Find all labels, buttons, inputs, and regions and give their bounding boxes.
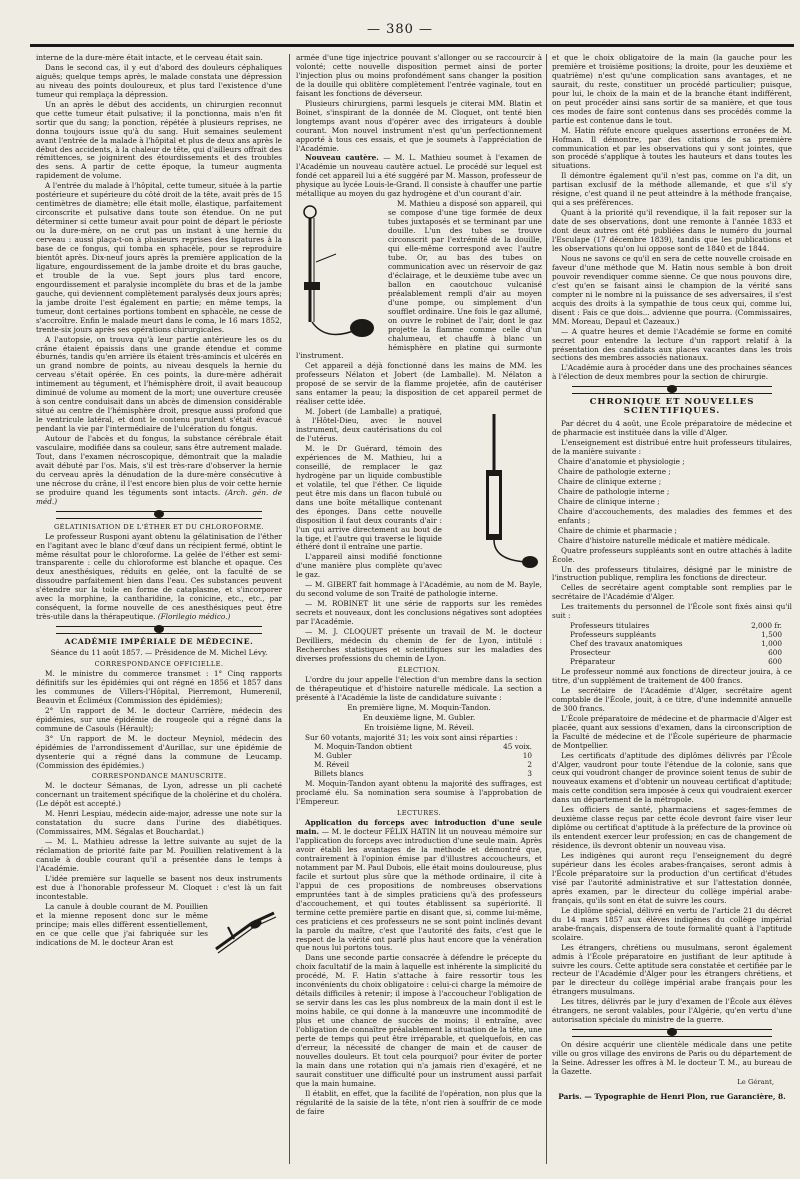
column-right	[552, 54, 792, 1172]
chronicle-banner: CHRONIQUE ET NOUVELLES SCIENTIFIQUES.	[589, 397, 755, 417]
paragraph: A l'autopsie, on trouva qu'à leur partie antérieure les os du crâne étaient épaissis dans une grande étendue et comme éburnés, tandis qu'en arrière ils étaient très-amincis et ulcérés en un grand nombre de points, au niveau desquels la hernie du cerveau s'était opérée. En ces points, la dure-mère adhérait intimement au tégument, et l'hémisphère droit, il avait beaucoup diminué de volume au moment de la mort; une ouverture creusée à son centre conduisait dans un abcès de dimension considérable situé au centre de l'hémisphère droit, presque aussi profond que le ventricule latéral, et dont le contenu purulent s'était évacué pendant la vie par l'intermédiaire de l'ulcération du fongus.	[36, 334, 282, 434]
list-item: Chaire d'anatomie et physiologie ;	[558, 457, 685, 467]
vote-name: M. Moquin-Tandon obtient	[314, 742, 413, 752]
paragraph: Dans le second cas, il y eut d'abord des douleurs céphaliques aiguës; quelque temps après, le malade constata une dépression au niveau des points douloureux, et plus tard l'existence d'une tumeur qui remplaça la dépression.	[36, 62, 282, 99]
paragraph: et que le choix obligatoire de la main (la gauche pour les première et troisième positions; la droite, pour les deuxième et quatrième) n'est qu'une complication sans avantages, et ne saurait, du reste, constituer un procédé particulier; puisque, pour lui, le choix de la main et de la branche étant indifférent, on peut procéder ainsi sans sortir de sa manière, et que tous ces modes de faire sont contenus dans ses procédés comme la partie est contenue dans le tout.	[552, 54, 792, 125]
lead-in: Application du forceps avec introduction d'une seule main.	[296, 818, 542, 837]
salary-name: Chef des travaux anatomiques	[570, 639, 683, 649]
paragraph: Quatre professeurs suppléants sont en outre attachés à ladite École.	[552, 545, 792, 564]
paragraph: — M. GIBERT fait hommage à l'Académie, au nom de M. Bayle, du second volume de son Traité de pathologie interne.	[296, 580, 542, 599]
paragraph: L'Académie aura à procéder dans une des prochaines séances à l'élection de deux membres pour la section de chirurgie.	[552, 363, 792, 382]
vote-count: 3	[527, 769, 532, 779]
section-ornament	[572, 386, 772, 394]
lead-in: Nouveau cautère.	[305, 153, 379, 163]
paragraph: Un an après le début des accidents, un chirurgien reconnut que cette tumeur était pulsative; il la ponctionna, mais n'en fit sortir que du sang; la ponction, répétée à plusieurs reprises, ne donna toujours issue qu'à du sang. Huit semaines seulement avant l'entrée de la malade à l'hôpital et plus de deux ans après le début des accidents, à la chaleur de tête, qui d'ailleurs offrait des rémittences, se joignirent des étourdissements et des troubles des sens. A partir de cette époque, la tumeur augmenta rapidement de volume.	[36, 99, 282, 181]
paragraph: Le secrétaire de l'Académie d'Alger, secrétaire agent comptable de l'École, jouit, à ce titre, d'une indemnité annuelle de 300 francs.	[552, 685, 792, 713]
salary-value: 600	[768, 648, 782, 658]
printer-imprint: Paris. — Typographie de Henri Plon, rue Garancière, 8.	[558, 1091, 786, 1101]
salary-name: Préparateur	[570, 657, 616, 667]
vote-count: 10	[522, 751, 532, 761]
vote-name: Billets blancs	[314, 769, 364, 779]
list-item: Chaire d'accouchements, des maladies des femmes et des enfants ;	[558, 506, 792, 525]
subheading: CORRESPONDANCE MANUSCRITE.	[91, 772, 227, 781]
salary-name: Professeurs suppléants	[570, 630, 657, 640]
section-ornament	[572, 1029, 772, 1037]
paragraph: M. Jobert (de Lamballe) a pratiqué, à l'Hôtel-Dieu, avec le nouvel instrument, deux cautérisations du col de l'utérus.	[296, 407, 442, 444]
classified-ad: On désire acquérir une clientèle médicale dans une petite ville ou gros village des environs de Paris ou du département de la Seine. Adresser les offres à M. le docteur T. M., au bureau de la Gazette.	[552, 1040, 792, 1077]
salary-row	[570, 658, 792, 667]
list-item: Chaire de chimie et pharmacie ;	[558, 525, 677, 535]
paragraph: Les certificats d'aptitude des diplômes délivrés par l'École d'Alger, vaudront pour toute l'étendue de la colonie, sans que ceux qui voudront changer de province soient tenus de subir de nouveaux examens et d'obtenir un nouveau certificat d'aptitude; mais cette condition sera imposée à ceux qui voudraient exercer dans un département de la métropole.	[552, 750, 792, 805]
salary-value: 1,000	[761, 639, 782, 649]
list-item: Chaire de pathologie interne ;	[558, 486, 670, 496]
paragraph: Il établit, en effet, que la facilité de l'opération, non plus que la régularité de la saisie de la tête, n'ont rien à souffrir de ce mode de faire	[296, 1088, 542, 1116]
paragraph: Le diplôme spécial, délivré en vertu de l'article 21 du décret du 14 mars 1857 aux élèves indigènes du collège impérial arabe-français, dispensera de toute formalité quant à l'aptitude scolaire.	[552, 905, 792, 942]
paragraph: M. le ministre du commerce transmet : 1° Cinq rapports définitifs sur les épidémies qui ont régné en 1856 et 1857 dans les communes de Villers-l'Hôpital, Pierremont, Humerenil, Beauvin et Écliméux (Commission des épidémies);	[36, 669, 282, 705]
paragraph: interne de la dure-mère était intacte, et le cerveau était sain.	[36, 54, 263, 62]
column-divider	[289, 54, 290, 1164]
subheading: ÉLECTION.	[397, 665, 441, 674]
paragraph	[36, 533, 282, 623]
vote-name: M. Gubler	[314, 751, 352, 761]
column-divider	[546, 54, 547, 1164]
paragraph: Cet appareil a déjà fonctionné dans les mains de MM. les professeurs Nélaton et Jobert (de Lamballe). M. Nélaton a proposé de se servir de la flamme projetée, afin de cautériser sans entamer la peau; la disposition de cet appareil permet de réaliser cette idée.	[296, 361, 542, 407]
section-heading: GÉLATINISATION DE L'ÉTHER ET DU CHLOROFORME.	[53, 522, 265, 531]
column-left	[36, 54, 282, 1172]
paragraph	[296, 819, 542, 953]
paragraph: L'idée première sur laquelle se basent nos deux instruments est due à l'honorable professeur M. Cloquet : c'est là un fait incontestable.	[36, 873, 282, 901]
source-citation: (Florilegio médico.)	[157, 612, 231, 622]
paragraph: Quant à la priorité qu'il revendique, il la fait reposer sur la date de ses observations, dont une remonte à l'année 1833 et dont deux autres ont été publiées dans le numéro du journal l'Esculape (17 décembre 1839), tandis que les publications et les observations qu'on lui oppose sont de 1840 et de 1844.	[552, 208, 792, 254]
paragraph: A l'entrée du malade à l'hôpital, cette tumeur, située à la partie postérieure et supérieure du côté droit de la tête, avait près de 15 centimètres de diamètre; elle était molle, élastique, parfaitement circonscrite et pulsative dans toute son étendue. On ne put déterminer si cette tumeur avait pour point de départ le périoste ou la dure-mère, on ne crut pas un instant à une hernie du cerveau : aussi plaça-t-on à plusieurs reprises des ligatures à la base de ce fongus, qui tomba en sphacèle, pour se reproduire bientôt après. Dix-neuf jours après la première application de la ligature, engourdissement de la jambe droite et du bras gauche, et trouble de la vue. Sept jours plus tard encore, engourdissement et paralysie incomplète du bras et de la jambe gauche, qui deviennent complètement paralysés deux jours après; la jambe droite l'est également en partie; en même temps, la tumeur, dont certaines portions tombent en sphacèle, ne cesse de s'accroître. Enfin le malade meurt dans le coma, le 16 mars 1852, trente-six jours après ses opérations chirurgicales.	[36, 181, 282, 334]
paragraph: Sur 60 votants, majorité 31; les voix sont ainsi réparties :	[305, 732, 518, 742]
paragraph: La canule à double courant de M. Pouillien et la mienne reposent donc sur le même principe; mais elles diffèrent essentiellement, en ce que celle que j'ai fabriquée sur les indications de M. le docteur Aran est	[36, 901, 208, 947]
subheading: CORRESPONDANCE OFFICIELLE.	[94, 660, 224, 669]
paragraph: — M. L. Mathieu adresse la lettre suivante au sujet de la réclamation de priorité faite par M. Pouillien relativement à la canule à double courant qu'il a présentée dans le temps à l'Académie.	[36, 837, 282, 874]
paragraph: Les étrangers, chrétiens ou musulmans, seront également admis à l'École préparatoire en justifiant de leur aptitude à suivre les cours. Cette aptitude sera constatée et certifiée par le recteur de l'Académie d'Alger pour les étrangers chrétiens, et par le directeur du collège impérial arabe français pour les étrangers musulmans.	[552, 942, 792, 997]
paragraph: M. Mathieu a disposé son appareil, qui se compose d'une tige formée de deux tubes juxtaposés et se terminant par une douille. L'un des tubes se trouve circonscrit par l'extrémité de la douille, qui elle-même correspond avec l'autre tube. Or, au bas des tubes on communication avec un réservoir de gaz d'éclairage, et le deuxième tube avec un ballon en caoutchouc vulcanisé préalablement rempli d'air au moyen d'une pompe, ou simplement d'un soufflet ordinaire. Une fois le gaz allumé, on ouvre le robinet de l'air, dont le gaz projette la flamme comme celle d'un chalumeau, et chauffe à blanc un hémisphère en platine qui surmonte l'instrument.	[296, 199, 542, 361]
paragraph: Les officiers de santé, pharmaciens et sages-femmes de deuxième classe reçus par cette école devront faire viser leur diplôme ou certificat d'aptitude à la préfecture de la province où ils entendent exercer leur profession; en cas de changement de résidence, ils devront obtenir un nouveau visa.	[552, 805, 792, 851]
paragraph: M. Hatin réfute encore quelques assertions erronées de M. Hofman. Il démontre, par des citations de sa première communication et par les observations qui y sont jointes, que son procédé s'applique à toutes les hauteurs et dans toutes les situations.	[552, 125, 792, 171]
paragraph: — A quatre heures et demie l'Académie se forme en comité secret pour entendre la lecture d'un rapport relatif à la présentation des candidats aux places vacantes dans les trois sections des membres associés nationaux.	[552, 326, 792, 363]
paragraph: L'enseignement est distribué entre huit professeurs titulaires, de la manière suivante :	[552, 438, 792, 457]
ether-apparatus-illustration	[446, 410, 542, 570]
paragraph	[36, 435, 282, 507]
cannula-illustration	[212, 905, 282, 957]
section-ornament	[56, 626, 262, 634]
header-rule	[30, 44, 794, 47]
vote-count: 45 voix.	[503, 742, 532, 752]
paragraph: Un des professeurs titulaires, désigné par le ministre de l'instruction publique, remplira les fonctions de directeur.	[552, 564, 792, 583]
paragraph: 2° Un rapport de M. le docteur Carrière, médecin des épidémies, sur une épidémie de rougeole qui a régné dans la commune de Casouls (Hérault);	[36, 705, 282, 733]
vote-name: M. Réveil	[314, 760, 350, 770]
paragraph: M. le docteur Sémanas, de Lyon, adresse un pli cacheté concernant un traitement spécifique de la cholérine et du choléra. (Le dépôt est accepté.)	[36, 781, 282, 809]
source-citation: (Arch. gén. de méd.)	[36, 487, 282, 506]
paragraph: Le professeur nommé aux fonctions de directeur jouira, à ce titre, d'un supplément de traitement de 400 francs.	[552, 667, 792, 685]
vote-table	[314, 743, 542, 779]
paragraph: Celles de secrétaire agent comptable sont remplies par le secrétaire de l'Académie d'Alger.	[552, 583, 792, 602]
paragraph: M. Moquin-Tandon ayant obtenu la majorité des suffrages, est proclamé élu. Sa nomination sera soumise à l'approbation de l'Empereur.	[296, 779, 542, 807]
session-line: Séance du 11 août 1857. — Présidence de M. Michel Lévy.	[50, 648, 268, 658]
paragraph: Il démontre également qu'il n'est pas, comme on l'a dit, un partisan exclusif de la méthode allemande, et que s'il s'y résigne, c'est quand il ne peut atteindre à la méthode française, qui a ses préférences.	[552, 171, 792, 208]
section-ornament	[56, 511, 262, 519]
list-item: Chaire de pathologie externe ;	[558, 466, 671, 476]
paragraph: Nous ne savons ce qu'il en sera de cette nouvelle croisade en faveur d'une méthode que M. Hatin nous semble à bon droit pouvoir revendiquer comme sienne. Ce que nous pouvons dire, c'est qu'en se faisant ainsi le champion de la vérité sans compter ni le nombre ni la puissance de ses adversaires, il s'est acquis des droits à la sympathie de tous ceux qui, comme lui, disent : Fais ce que dois... advienne que pourra. (Commissaires, MM. Moreau, Depaul et Cazeaux.)	[552, 253, 792, 326]
paragraph: 3° Un rapport de M. le docteur Meyniol, médecin des épidémies de l'arrondissement d'Aurillac, sur une épidémie de dysenterie qui a régné dans la commune de Leucamp. (Commission des épidémies.)	[36, 733, 282, 770]
paragraph-text: — M. L. Mathieu soumet à l'examen de l'Académie un nouveau cautère actuel. Le procédé sur lequel est fondé cet appareil lui a été suggéré par M. Masson, professeur de physique au lycée Louis-le-Grand. Il consiste à chauffer une partie métallique au moyen du gaz hydrogène et d'un courant d'air.	[296, 153, 542, 199]
vote-count: 2	[527, 760, 532, 770]
paragraph: M. le Dr Guérard, témoin des expériences de M. Mathieu, lui a conseillé, de remplacer le gaz hydrogène par un liquide combustible et volatile, tel que l'éther. Ce liquide peut être mis dans un flacon tubulé ou dans une boîte métallique contenant des éponges. Dans cette nouvelle disposition il faut deux courants d'air : l'un qui arrive directement au bout de la tige, et l'autre qui traverse le liquide éthéré dont il entraîne une partie.	[296, 443, 442, 552]
candidate-line: En troisième ligne, M. Réveil.	[364, 722, 474, 732]
paragraph: Les indigènes qui auront reçu l'enseignement du degré supérieur dans les écoles arabes-françaises, seront admis à l'École préparatoire sur la production d'un certificat d'études visé par l'autorité administrative et sur l'attestation donnée, après examen, par le directeur du collège impérial arabe-français, qu'ils sont en état de suivre les cours.	[552, 851, 792, 905]
paragraph: L'ordre du jour appelle l'élection d'un membre dans la section de thérapeutique et d'histoire naturelle médicale. La section a présenté à l'Académie la liste de candidature suivante :	[296, 674, 542, 702]
subheading: LECTURES.	[397, 809, 441, 818]
paragraph: L'École préparatoire de médecine et de pharmacie d'Alger est placée, quant aux sessions d'examen, dans la circonscription de la Faculté de médecine et de l'École supérieure de pharmacie de Montpellier.	[552, 713, 792, 750]
paragraph: Les traitements du personnel de l'École sont fixés ainsi qu'il suit :	[552, 602, 792, 621]
vote-row	[314, 770, 542, 779]
gerant-signature: Le Gérant,	[737, 1077, 774, 1086]
paragraph-text: Autour de l'abcès et du fongus, la substance cérébrale était vasculaire, modifiée dans sa couleur, sans être autrement malade. Tout, dans l'examen nécroscopique, démontrait que la maladie avait débuté par l'os. Mais, s'il est très-rare d'observer la hernie du cerveau après la dénudation de la dure-mère consécutive à une nécrose du crâne, il l'est encore bien plus de voir cette hernie se produire quand les téguments sont intacts.	[36, 434, 282, 497]
paragraph: L'appareil ainsi modifié fonctionne d'une manière plus complète qu'avec le gaz.	[296, 552, 442, 580]
paragraph-text: Le professeur Rusponi ayant obtenu la gélatinisation de l'éther en l'agitant avec le blanc d'œuf dans un récipient fermé, obtint le même résultat pour le chloroforme. La gelée de l'éther est semi-transparente : celle du chloroforme est blanche et opaque. Ces deux anesthésiques, réduits en gelée, ont la faculté de se dissoudre parfaitement bien dans l'eau. Ces substances peuvent s'étendre sur la toile en forme de cataplasme, et s'incorporer avec la morphine, la cantharidine, la conicine, etc., etc., par conséquent, la forme nouvelle de ces anesthésiques peut être très-utile dans la thérapeutique.	[36, 531, 282, 622]
salary-value: 600	[768, 657, 782, 667]
salary-name: Prosecteur	[570, 648, 611, 658]
paragraph: M. Henri Lespiau, médecin aide-major, adresse une note sur la constatation du sucre dans l'urine des diabétiques. (Commissaires, MM. Ségalas et Bouchardat.)	[36, 809, 282, 837]
paragraph: Dans une seconde partie consacrée à défendre le précepte du choix facultatif de la main à laquelle est inhérente la simplicité du procédé, M. F. Hatin s'attache à faire ressortir tous les inconvénients du choix obligatoire : celui-ci charge la mémoire de détails difficiles à retenir; il impose à l'accoucheur l'obligation de se servir dans les cas les plus nombreux de la main dont il est le moins habile, ce qui donne à la manœuvre une incommodité de plus et une chance de succès de moins; il entraîne, avec l'obligation de connaître préalablement la situation de la tête, une perte de temps qui peut être irréparable, et quelquefois, en cas d'erreur, la nécessité de changer de main et de causer de nouvelles douleurs. Et tout cela pourquoi? pour éviter de porter la main dans une rotation qui n'a jamais rien d'exagéré, et ne saurait constituer une difficulté pour un instrument aussi parfait que la main humaine.	[296, 953, 542, 1088]
salary-value: 2,000 fr.	[751, 621, 782, 631]
list-item: Chaire de clinique interne ;	[558, 496, 660, 506]
paragraph-text: — M. le docteur FÉLIX HATIN lit un nouveau mémoire sur l'application du forceps avec introduction d'une seule main. Après avoir établi les avantages de la méthode et démontré que, contrairement à l'opinion émise par d'illustres accoucheurs, et notamment par M. Paul Dubois, elle était moins douloureuse, plus facile et surtout plus sûre que la méthode ordinaire, il cite à l'appui de ces propositions de nombreuses observations empruntées tant à de simples praticiens qu'à des professeurs d'accouchement, et qui toutes établissent sa supériorité. Il termine cette première partie en disant que, si, comme lui-même, ces praticiens et ces professeurs ne se sont point inclinés devant la parole du maître, c'est que l'autorité des faits, c'est que le respect de la vérité ont parlé plus haut encore que la vénération que nous lui portons tous.	[296, 827, 542, 953]
paragraph: Plusieurs chirurgiens, parmi lesquels je citerai MM. Blatin et Boinet, s'inspirant de la donnée de M. Cloquet, ont tenté bien longtemps avant nous d'opérer avec des irrigateurs à double courant. Mon nouvel instrument n'est qu'un perfectionnement apporté à tous ces essais, et que je soumets à l'appréciation de l'Académie.	[296, 98, 542, 153]
list-item: Chaire de clinique externe ;	[558, 476, 662, 486]
salary-value: 1,500	[761, 630, 782, 640]
paragraph: — M. ROBINET lit une série de rapports sur les remèdes secrets et nouveaux, dont les conclusions négatives sont adoptées par l'Académie.	[296, 599, 542, 627]
list-item: Chaire d'histoire naturelle médicale et matière médicale.	[558, 535, 770, 545]
section-heading: ACADÉMIE IMPÉRIALE DE MÉDECINE.	[64, 637, 254, 647]
candidate-line: En deuxième ligne, M. Gubler.	[362, 712, 476, 722]
page-number: — 380 —	[366, 22, 434, 37]
column-middle	[296, 54, 542, 1172]
paragraph: Par décret du 4 août, une École préparatoire de médecine et de pharmacie est instituée dans la ville d'Alger.	[552, 419, 792, 438]
paragraph: — M. J. CLOQUET présente un travail de M. le docteur Devilliers, médecin du chemin de fer de Lyon, intitulé : Recherches statistiques et scientifiques sur les maladies des diverses professions du chemin de Lyon.	[296, 627, 542, 663]
salary-table	[570, 622, 792, 667]
candidate-line: En première ligne, M. Moquin-Tandon.	[347, 702, 491, 712]
cautery-apparatus-illustration	[296, 202, 382, 350]
paragraph	[296, 154, 542, 199]
paragraph: Les titres, délivrés par le jury d'examen de l'École aux élèves étrangers, ne seront valables, pour l'Algérie, qu'en vertu d'une autorisation spéciale du ministre de la guerre.	[552, 997, 792, 1025]
salary-name: Professeurs titulaires	[570, 621, 650, 631]
paragraph: armée d'une tige injectrice pouvant s'allonger ou se raccourcir à volonté; cette nouvelle disposition permet ainsi de porter l'injection plus ou moins profondément sans changer la position de la douille qui oblitère complètement l'entrée vaginale, tout en faisant les fonctions de déverseur.	[296, 54, 542, 98]
